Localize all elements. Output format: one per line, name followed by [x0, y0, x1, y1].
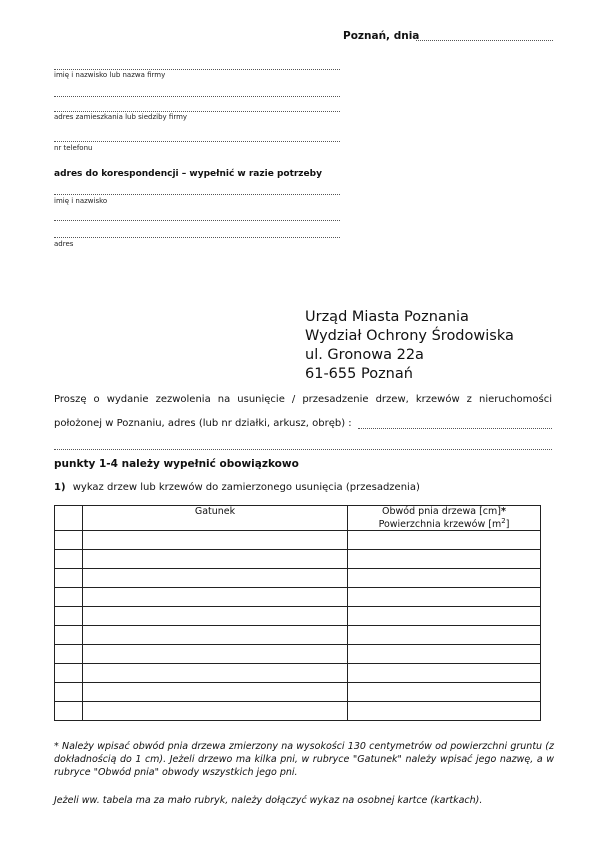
row-species-cell[interactable] [83, 683, 348, 702]
header-girth-line-1: Obwód pnia drzewa [cm] [382, 506, 501, 517]
item-1-heading [54, 482, 420, 493]
item-1-text: wykaz drzew lub krzewów do zamierzonego usunięcia (przesadzenia) [72, 482, 420, 493]
applicant-address-field-2[interactable] [54, 111, 340, 112]
trees-table [54, 505, 541, 721]
applicant-phone-label: nr telefonu [54, 144, 93, 152]
property-address-field-2[interactable] [54, 449, 552, 450]
table-row [55, 607, 541, 626]
row-girth-cell[interactable] [348, 531, 541, 550]
recipient-line-3: ul. Gronowa 22a [305, 347, 424, 363]
row-index-cell[interactable] [55, 645, 83, 664]
recipient-line-1: Urząd Miasta Poznania [305, 309, 469, 325]
row-index-cell[interactable] [55, 531, 83, 550]
table-row [55, 531, 541, 550]
footnote: * Należy wpisać obwód pnia drzewa zmierzony na wysokości 130 centymetrów od powierzchni gruntu (z dokładnością do 1 cm). Jeżeli drzewo ma kilka pni, w rubryce "Gatunek" należy wpisać jego nazwę, a w rubryce "Obwód pnia" obwody wszystkich jego pni. [54, 741, 554, 778]
table-row [55, 683, 541, 702]
row-index-cell[interactable] [55, 569, 83, 588]
correspondence-name-field[interactable] [54, 194, 340, 195]
request-line-1: Proszę o wydanie zezwolenia na usunięcie / przesadzenie drzew, krzewów z nieruchomości [54, 394, 552, 405]
correspondence-address-label: adres [54, 240, 74, 248]
property-address-field-1[interactable] [358, 428, 552, 429]
table-row [55, 645, 541, 664]
row-index-cell[interactable] [55, 702, 83, 721]
row-species-cell[interactable] [83, 550, 348, 569]
correspondence-heading: adres do korespondencji – wypełnić w razie potrzeby [54, 169, 322, 179]
request-line-2: położonej w Poznaniu, adres (lub nr działki, arkusz, obręb) : [54, 418, 352, 429]
applicant-name-field[interactable] [54, 69, 340, 70]
date-field[interactable] [416, 40, 553, 41]
mandatory-note: punkty 1-4 należy wypełnić obowiązkowo [54, 458, 299, 470]
row-girth-cell[interactable] [348, 607, 541, 626]
row-index-cell[interactable] [55, 626, 83, 645]
table-row [55, 702, 541, 721]
row-species-cell[interactable] [83, 664, 348, 683]
header-girth-star: * [500, 506, 506, 517]
correspondence-name-label: imię i nazwisko [54, 197, 108, 205]
item-1-number: 1) [54, 482, 66, 493]
row-species-cell[interactable] [83, 569, 348, 588]
place-date-label: Poznań, dnia [343, 30, 420, 42]
header-species: Gatunek [83, 506, 348, 531]
row-girth-cell[interactable] [348, 588, 541, 607]
recipient-address [305, 308, 514, 384]
applicant-phone-field[interactable] [54, 141, 340, 142]
row-girth-cell[interactable] [348, 664, 541, 683]
recipient-line-2: Wydział Ochrony Środowiska [305, 328, 514, 344]
row-species-cell[interactable] [83, 531, 348, 550]
footnote-extra: Jeżeli ww. tabela ma za mało rubryk, należy dołączyć wykaz na osobnej kartce (kartkach). [54, 795, 483, 806]
row-index-cell[interactable] [55, 607, 83, 626]
header-girth [348, 506, 541, 531]
table-row [55, 664, 541, 683]
row-species-cell[interactable] [83, 702, 348, 721]
row-index-cell[interactable] [55, 664, 83, 683]
row-species-cell[interactable] [83, 626, 348, 645]
recipient-line-4: 61-655 Poznań [305, 366, 413, 382]
header-girth-sup: 2 [501, 517, 506, 525]
row-index-cell[interactable] [55, 683, 83, 702]
correspondence-address-field-2[interactable] [54, 237, 340, 238]
row-girth-cell[interactable] [348, 569, 541, 588]
applicant-address-label: adres zamieszkania lub siedziby firmy [54, 113, 188, 121]
applicant-name-label: imię i nazwisko lub nazwa firmy [54, 71, 166, 79]
row-species-cell[interactable] [83, 607, 348, 626]
table-header-row [55, 506, 541, 531]
table-row [55, 550, 541, 569]
row-species-cell[interactable] [83, 645, 348, 664]
row-girth-cell[interactable] [348, 683, 541, 702]
trees-table-body [55, 531, 541, 721]
row-girth-cell[interactable] [348, 626, 541, 645]
row-species-cell[interactable] [83, 588, 348, 607]
row-girth-cell[interactable] [348, 702, 541, 721]
table-row [55, 626, 541, 645]
header-girth-close: ] [505, 519, 510, 531]
table-row [55, 588, 541, 607]
header-girth-line-2: Powierzchnia krzewów [m [378, 519, 502, 531]
row-girth-cell[interactable] [348, 550, 541, 569]
row-girth-cell[interactable] [348, 645, 541, 664]
header-index-cell [55, 506, 83, 531]
correspondence-address-field-1[interactable] [54, 220, 340, 221]
table-row [55, 569, 541, 588]
row-index-cell[interactable] [55, 550, 83, 569]
row-index-cell[interactable] [55, 588, 83, 607]
applicant-address-field-1[interactable] [54, 96, 340, 97]
